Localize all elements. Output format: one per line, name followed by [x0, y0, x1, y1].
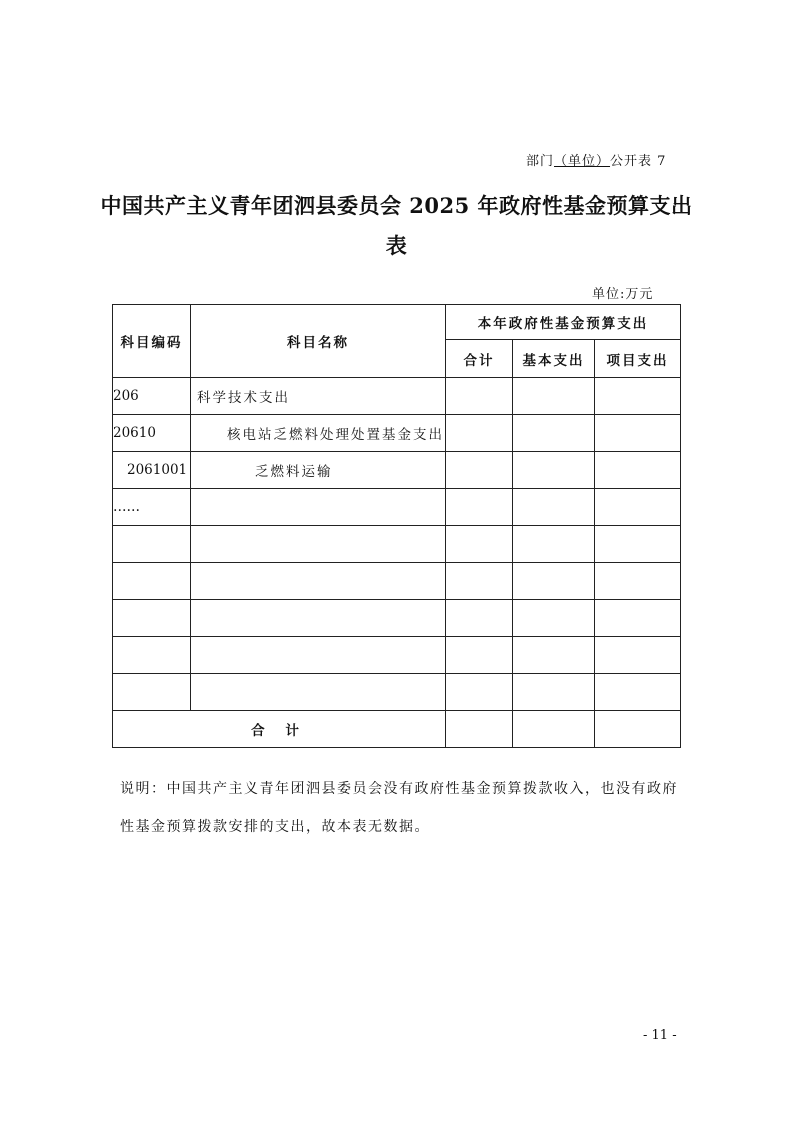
cell-basic — [513, 415, 595, 452]
cell-total — [446, 378, 513, 415]
cell-total — [446, 600, 513, 637]
column-group-header: 本年政府性基金预算支出 — [446, 305, 681, 340]
cell-total — [446, 489, 513, 526]
column-header-project: 项目支出 — [595, 340, 681, 378]
cell-basic — [513, 637, 595, 674]
cell-code — [113, 600, 191, 637]
cell-name — [191, 563, 446, 600]
total-label: 合 计 — [113, 711, 446, 748]
cell-project — [595, 415, 681, 452]
cell-project — [595, 674, 681, 711]
cell-total — [446, 563, 513, 600]
unit-label: 单位:万元 — [592, 287, 654, 302]
form-prefix: 部门 — [526, 154, 555, 169]
cell-basic — [513, 526, 595, 563]
cell-total — [446, 711, 513, 748]
cell-total — [446, 415, 513, 452]
cell-code: 2061001 — [113, 452, 191, 489]
cell-total — [446, 637, 513, 674]
cell-code: 206 — [113, 378, 191, 415]
cell-project — [595, 600, 681, 637]
cell-project — [595, 711, 681, 748]
budget-table — [112, 304, 681, 748]
column-header-total: 合计 — [446, 340, 513, 378]
cell-name — [191, 526, 446, 563]
cell-basic — [513, 452, 595, 489]
cell-basic — [513, 674, 595, 711]
cell-name — [191, 600, 446, 637]
cell-total — [446, 526, 513, 563]
form-unit: （单位） — [554, 154, 611, 169]
cell-project — [595, 378, 681, 415]
table-row — [113, 600, 681, 637]
table-row — [113, 489, 681, 526]
cell-code — [113, 674, 191, 711]
table-row — [113, 415, 681, 452]
cell-project — [595, 489, 681, 526]
column-header-code: 科目编码 — [113, 305, 191, 378]
page-number: - 11 - — [643, 1028, 677, 1043]
table-row — [113, 452, 681, 489]
cell-name — [191, 637, 446, 674]
cell-project — [595, 563, 681, 600]
form-number — [526, 150, 666, 169]
cell-code — [113, 563, 191, 600]
column-header-name: 科目名称 — [191, 305, 446, 378]
cell-total — [446, 452, 513, 489]
cell-basic — [513, 563, 595, 600]
cell-basic — [513, 711, 595, 748]
cell-code: 20610 — [113, 415, 191, 452]
cell-basic — [513, 378, 595, 415]
column-header-basic: 基本支出 — [513, 340, 595, 378]
form-suffix: 公开表 7 — [610, 154, 667, 169]
page-title: 中国共产主义青年团泗县委员会 2025 年政府性基金预算支出表 — [100, 193, 693, 258]
cell-project — [595, 526, 681, 563]
cell-name: 科学技术支出 — [191, 378, 446, 415]
cell-project — [595, 637, 681, 674]
cell-name: 核电站乏燃料处理处置基金支出 — [191, 415, 446, 452]
cell-total — [446, 674, 513, 711]
cell-name — [191, 489, 446, 526]
cell-name — [191, 674, 446, 711]
table-row — [113, 637, 681, 674]
table-row — [113, 563, 681, 600]
table-total-row — [113, 711, 681, 748]
cell-basic — [513, 489, 595, 526]
explanation-note: 说明：中国共产主义青年团泗县委员会没有政府性基金预算拨款收入，也没有政府性基金预算拨款安排的支出，故本表无数据。 — [120, 781, 678, 835]
cell-code: …… — [113, 489, 191, 526]
cell-name: 乏燃料运输 — [191, 452, 446, 489]
table-row — [113, 378, 681, 415]
cell-project — [595, 452, 681, 489]
cell-code — [113, 526, 191, 563]
cell-code — [113, 637, 191, 674]
table-row — [113, 674, 681, 711]
table-row — [113, 526, 681, 563]
cell-basic — [513, 600, 595, 637]
